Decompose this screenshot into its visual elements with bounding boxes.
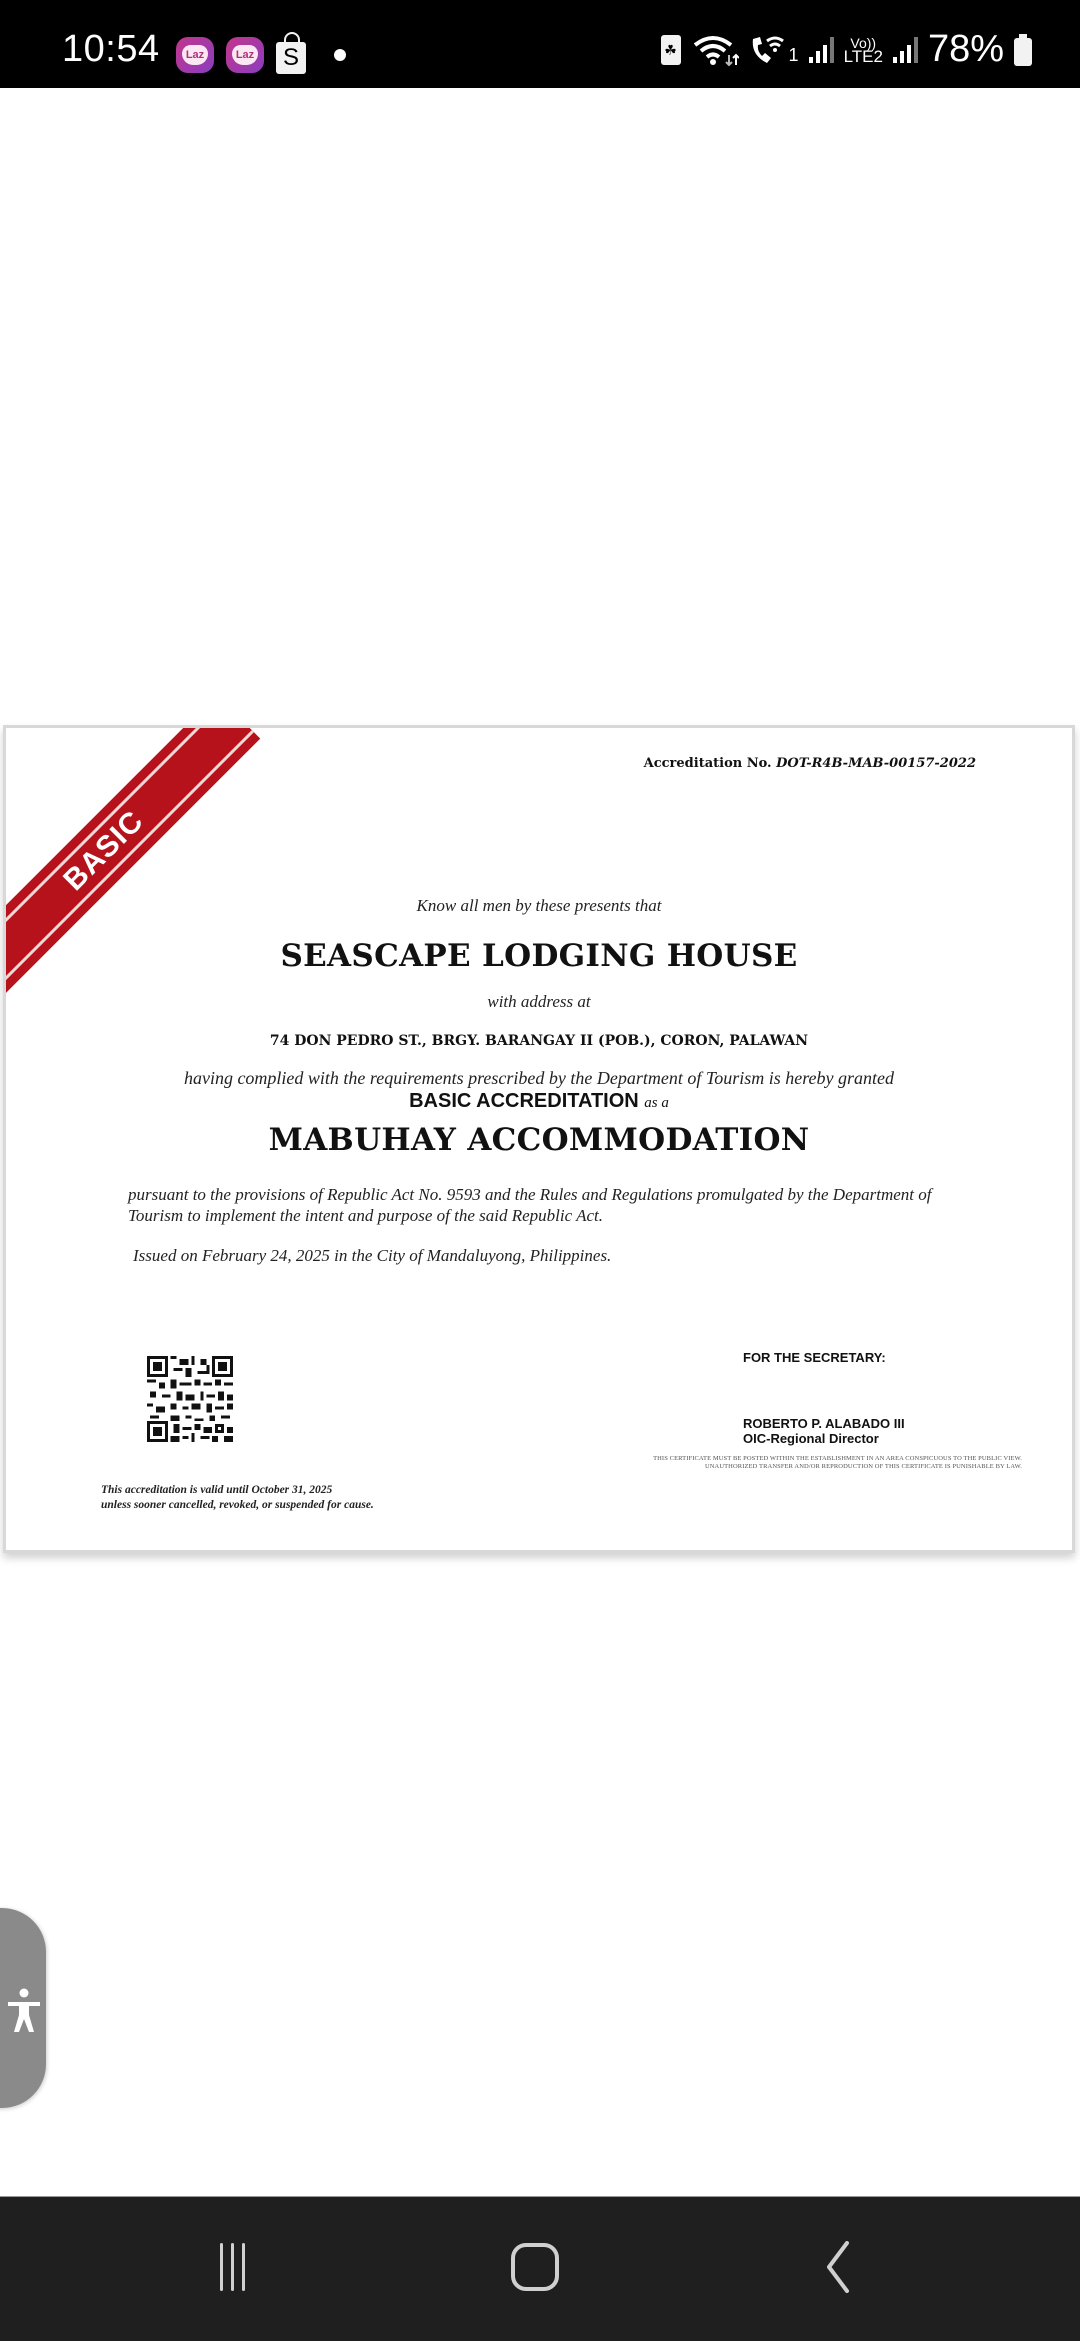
accreditation-value: DOT-R4B-MAB-00157-2022 <box>776 756 976 771</box>
wifi-calling-icon <box>749 33 787 67</box>
home-button[interactable] <box>495 2237 575 2297</box>
signal-strength-sim2-icon <box>893 37 918 63</box>
compliance-text: having complied with the requirements prescribed by the Department of Tourism is hereby granted <box>183 1068 895 1088</box>
as-a-text: as a <box>644 1095 669 1111</box>
recent-apps-button[interactable] <box>193 2237 273 2297</box>
establishment-name: SEASCAPE LODGING HOUSE <box>280 938 798 974</box>
battery-icon <box>1014 38 1032 66</box>
intro-text: Know all men by these presents that <box>416 896 662 915</box>
notification-icons <box>176 36 346 74</box>
accreditation-type-label: BASIC ACCREDITATION <box>409 1090 639 1112</box>
qr-code <box>147 1356 233 1442</box>
volte-lte-indicator <box>844 36 883 64</box>
signatory-title: OIC-Regional Director <box>743 1431 879 1446</box>
recents-icon <box>218 2243 248 2291</box>
wifi-icon <box>691 33 739 67</box>
ribbon-label: BASIC <box>57 804 151 898</box>
for-secretary-label: FOR THE SECRETARY: <box>743 1350 886 1365</box>
navigation-bar <box>0 2196 1080 2341</box>
lazada-icon <box>226 37 264 73</box>
signatory-name: ROBERTO P. ALABADO III <box>743 1416 905 1431</box>
more-notifications-dot-icon <box>334 49 346 61</box>
clock: 10:54 <box>62 28 160 70</box>
battery-percent: 78% <box>927 28 1004 70</box>
power-saving-icon: ☘ <box>661 35 681 65</box>
establishment-address: 74 DON PEDRO ST., BRGY. BARANGAY II (POB.), CORON, PALAWAN <box>269 1033 809 1049</box>
validity-line-1: This accreditation is valid until October 31, 2025 <box>101 1484 333 1496</box>
back-icon <box>823 2241 853 2293</box>
lte-label: LTE2 <box>843 46 883 66</box>
lazada-icon <box>176 37 214 73</box>
lazada-icon-label: Laz <box>232 45 258 65</box>
volte-label: Vo)) <box>850 34 877 51</box>
validity-note <box>101 1483 374 1513</box>
accreditation-label: Accreditation No. <box>643 756 772 771</box>
notice-line-2: UNAUTHORIZED TRANSFER AND/OR REPRODUCTION OF THIS CERTIFICATE IS PUNISHABLE BY LAW. <box>704 1463 1022 1470</box>
accommodation-category: MABUHAY ACCOMMODATION <box>268 1122 810 1158</box>
signatory <box>743 1416 905 1446</box>
shopee-icon: S <box>276 42 306 74</box>
lazada-icon-label: Laz <box>182 45 208 65</box>
validity-line-2: unless sooner cancelled, revoked, or suspended for cause. <box>101 1499 374 1511</box>
pursuant-text: pursuant to the provisions of Republic Act No. 9593 and the Rules and Regulations promulgated by the Department of Tourism to implement the intent and purpose of the said Republic Act. <box>128 1185 932 1225</box>
accreditation-number <box>644 756 976 771</box>
accreditation-type <box>6 1090 1072 1113</box>
back-button[interactable] <box>798 2237 878 2297</box>
accessibility-button[interactable] <box>0 1908 46 2108</box>
posting-notice <box>566 1455 1022 1471</box>
accessibility-icon <box>6 1988 42 2034</box>
home-icon <box>510 2242 560 2292</box>
sim1-label: 1 <box>788 44 799 65</box>
system-icons <box>661 28 1032 71</box>
issued-text: Issued on February 24, 2025 in the City of Mandaluyong, Philippines. <box>133 1246 612 1265</box>
signal-strength-sim1-icon <box>809 37 834 63</box>
status-bar <box>0 0 1080 88</box>
notice-line-1: THIS CERTIFICATE MUST BE POSTED WITHIN THE ESTABLISHMENT IN AN AREA CONSPICUOUS TO THE PUBLIC VIEW. <box>653 1455 1022 1462</box>
certificate-image[interactable] <box>3 725 1075 1553</box>
address-intro: with address at <box>487 992 591 1011</box>
